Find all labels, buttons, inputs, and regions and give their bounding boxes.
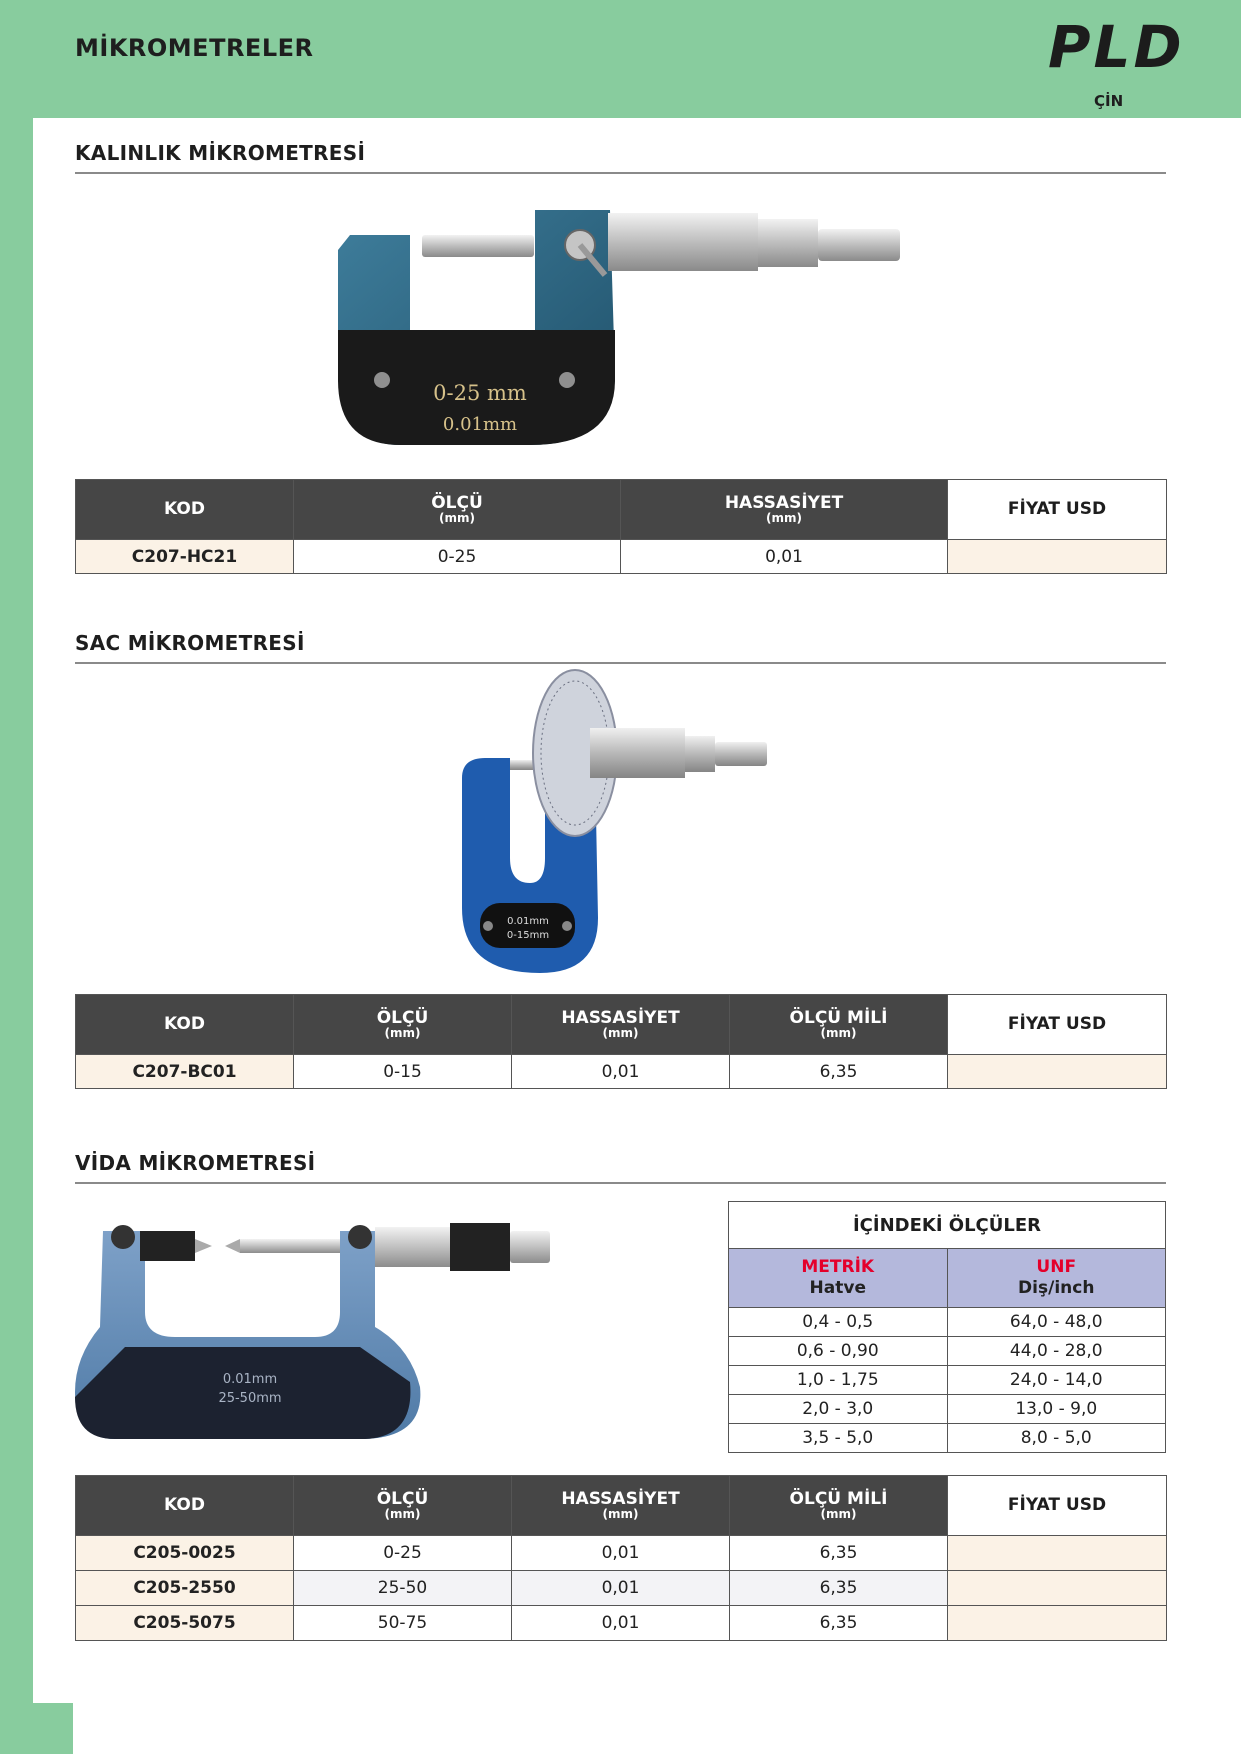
metric-header (729, 1249, 948, 1308)
sheet-spec-table (75, 994, 1167, 1089)
engraving-range: 0-15mm (506, 930, 550, 941)
unf-sub: Diş/inch (1018, 1278, 1095, 1298)
engraving-resolution: 0.01mm (507, 916, 549, 927)
cell-mil: 6,35 (730, 1055, 948, 1089)
cell-fiyat (948, 540, 1167, 574)
table-row (76, 1606, 1167, 1641)
cell-fiyat (948, 1536, 1167, 1571)
left-band (0, 0, 33, 1754)
table-row (729, 1424, 1166, 1453)
header-label: ÖLÇÜ MİLİ (789, 1488, 888, 1509)
section-title-vida: VİDA MİKROMETRESİ (75, 1151, 316, 1175)
cell-mil: 6,35 (730, 1571, 948, 1606)
cell-unf: 13,0 - 9,0 (947, 1395, 1166, 1424)
cell-hassasiyet: 0,01 (512, 1055, 730, 1089)
caption-row (729, 1202, 1166, 1249)
column-header-hassasiyet (512, 995, 730, 1055)
cell-hassasiyet: 0,01 (621, 540, 948, 574)
cell-mil: 6,35 (730, 1606, 948, 1641)
header-label: HASSASİYET (724, 492, 844, 513)
column-header-kod: KOD (76, 480, 294, 540)
country-label: ÇİN (1094, 92, 1124, 110)
header-unit: (mm) (439, 511, 475, 526)
cell-fiyat (948, 1571, 1167, 1606)
column-header-olcu (294, 995, 512, 1055)
cell-kod: C205-2550 (76, 1571, 294, 1606)
cell-metric: 3,5 - 5,0 (729, 1424, 948, 1453)
header-unit: (mm) (820, 1507, 857, 1522)
cell-hassasiyet: 0,01 (512, 1606, 730, 1641)
column-header-mil (730, 1476, 948, 1536)
thickness-spec-table (75, 479, 1167, 574)
table-header-row (76, 1476, 1167, 1536)
engraving-range: 25-50mm (218, 1391, 282, 1406)
cell-kod: C207-HC21 (76, 540, 294, 574)
cell-mil: 6,35 (730, 1536, 948, 1571)
corner-tab (33, 1703, 73, 1754)
table-header-row (76, 480, 1167, 540)
table-row (729, 1337, 1166, 1366)
header-unit: (mm) (766, 511, 802, 526)
cell-metric: 1,0 - 1,75 (729, 1366, 948, 1395)
cell-fiyat (948, 1055, 1167, 1089)
screw-spec-table (75, 1475, 1167, 1641)
cell-fiyat (948, 1606, 1167, 1641)
brand-logo: PLD (1048, 13, 1185, 81)
page-title: MİKROMETRELER (75, 34, 314, 62)
header-unit: (mm) (602, 1026, 639, 1041)
column-header-fiyat: FİYAT USD (948, 995, 1167, 1055)
cell-hassasiyet: 0,01 (512, 1536, 730, 1571)
included-sizes-caption: İÇİNDEKİ ÖLÇÜLER (729, 1202, 1166, 1249)
cell-unf: 8,0 - 5,0 (947, 1424, 1166, 1453)
table-row (729, 1395, 1166, 1424)
cell-metric: 0,4 - 0,5 (729, 1308, 948, 1337)
cell-olcu: 25-50 (294, 1571, 512, 1606)
cell-kod: C207-BC01 (76, 1055, 294, 1089)
column-header-hassasiyet (621, 480, 948, 540)
cell-metric: 2,0 - 3,0 (729, 1395, 948, 1424)
metric-label: METRİK (801, 1256, 875, 1277)
column-header-mil (730, 995, 948, 1055)
included-sizes-table (728, 1201, 1166, 1453)
header-label: HASSASİYET (561, 1007, 680, 1028)
section-divider (75, 662, 1166, 664)
table-row (76, 1055, 1167, 1089)
section-divider (75, 172, 1166, 174)
header-label: ÖLÇÜ (376, 1488, 429, 1509)
cell-unf: 44,0 - 28,0 (947, 1337, 1166, 1366)
unf-label: UNF (1036, 1256, 1077, 1277)
table-row (76, 1571, 1167, 1606)
section-title-kalinlik: KALINLIK MİKROMETRESİ (75, 141, 366, 165)
cell-kod: C205-0025 (76, 1536, 294, 1571)
cell-unf: 24,0 - 14,0 (947, 1366, 1166, 1395)
table-row (76, 540, 1167, 574)
header-label: ÖLÇÜ (431, 492, 483, 513)
engraving-range: 0-25 mm (433, 381, 527, 405)
column-header-olcu (294, 480, 621, 540)
header-unit: (mm) (384, 1507, 421, 1522)
section-divider (75, 1182, 1166, 1184)
column-header-hassasiyet (512, 1476, 730, 1536)
column-header-kod: KOD (76, 995, 294, 1055)
engraving-resolution: 0.01mm (442, 414, 518, 435)
cell-olcu: 0-15 (294, 1055, 512, 1089)
unf-header (947, 1249, 1166, 1308)
cell-metric: 0,6 - 0,90 (729, 1337, 948, 1366)
column-header-olcu (294, 1476, 512, 1536)
section-title-sac: SAC MİKROMETRESİ (75, 631, 305, 655)
thickness-micrometer-image (330, 205, 910, 450)
cell-olcu: 0-25 (294, 1536, 512, 1571)
header-unit: (mm) (384, 1026, 421, 1041)
metric-sub: Hatve (809, 1278, 866, 1298)
table-header-row (76, 995, 1167, 1055)
cell-olcu: 0-25 (294, 540, 621, 574)
header-label: HASSASİYET (561, 1488, 680, 1509)
sheet-micrometer-image (450, 668, 790, 978)
header-unit: (mm) (602, 1507, 639, 1522)
subheader-row (729, 1249, 1166, 1308)
header-label: ÖLÇÜ (376, 1007, 429, 1028)
table-row (729, 1308, 1166, 1337)
column-header-kod: KOD (76, 1476, 294, 1536)
cell-kod: C205-5075 (76, 1606, 294, 1641)
table-row (76, 1536, 1167, 1571)
column-header-fiyat: FİYAT USD (948, 1476, 1167, 1536)
cell-hassasiyet: 0,01 (512, 1571, 730, 1606)
screw-thread-micrometer-image (75, 1217, 577, 1443)
cell-olcu: 50-75 (294, 1606, 512, 1641)
table-row (729, 1366, 1166, 1395)
column-header-fiyat: FİYAT USD (948, 480, 1167, 540)
header-label: ÖLÇÜ MİLİ (789, 1007, 888, 1028)
cell-unf: 64,0 - 48,0 (947, 1308, 1166, 1337)
engraving-resolution: 0.01mm (222, 1372, 278, 1387)
header-unit: (mm) (820, 1026, 857, 1041)
